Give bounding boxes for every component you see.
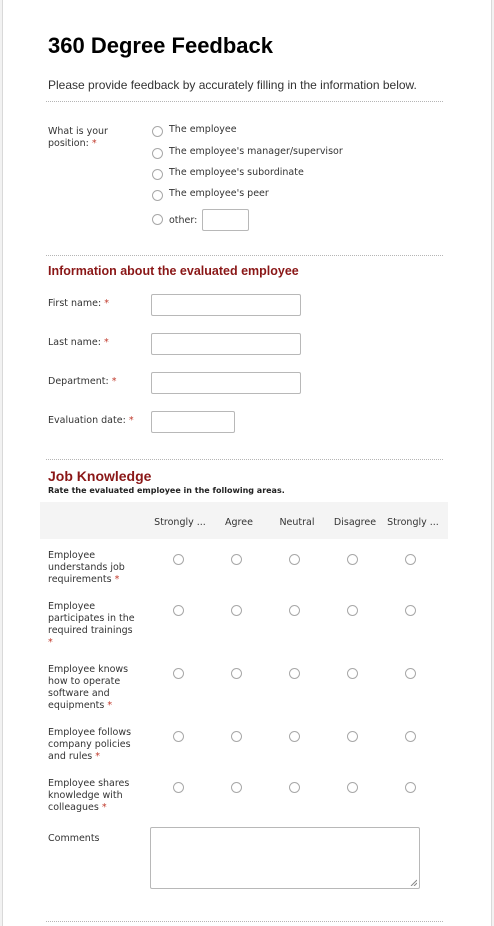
- comments-textarea[interactable]: [150, 827, 420, 889]
- matrix-row-label-text: Employee shares knowledge with colleagues: [48, 778, 130, 813]
- required-marker: *: [111, 376, 117, 387]
- rating-radio[interactable]: [173, 668, 184, 679]
- required-marker: *: [95, 751, 101, 762]
- rating-radio[interactable]: [347, 554, 358, 565]
- rating-radio[interactable]: [405, 554, 416, 565]
- position-option-label: The employee: [169, 124, 237, 135]
- position-label-text: What is your position:: [48, 126, 108, 149]
- required-marker: *: [128, 415, 134, 426]
- position-radio-employee[interactable]: [152, 126, 163, 137]
- column-header-strongly-agree: Strongly ...: [154, 517, 206, 528]
- rating-radio[interactable]: [347, 731, 358, 742]
- rating-radio[interactable]: [289, 782, 300, 793]
- rating-radio[interactable]: [173, 782, 184, 793]
- evaluation-date-input[interactable]: [151, 411, 235, 433]
- evaluation-date-label-text: Evaluation date:: [48, 415, 126, 426]
- rating-radio[interactable]: [231, 731, 242, 742]
- rating-radio[interactable]: [231, 554, 242, 565]
- required-marker: *: [103, 337, 109, 348]
- matrix-row-label: [48, 727, 138, 763]
- rating-radio[interactable]: [289, 605, 300, 616]
- first-name-label: [48, 298, 109, 310]
- position-option-label: The employee's peer: [169, 188, 269, 199]
- rating-radio[interactable]: [289, 554, 300, 565]
- rating-radio[interactable]: [289, 731, 300, 742]
- matrix-row-label-text: Employee participates in the required trainings: [48, 601, 135, 636]
- rating-radio[interactable]: [173, 554, 184, 565]
- last-name-label-text: Last name:: [48, 337, 101, 348]
- divider: [46, 101, 443, 102]
- required-marker: *: [48, 637, 53, 648]
- matrix-row-label: [48, 778, 138, 814]
- comments-label: Comments: [48, 833, 100, 844]
- rating-radio[interactable]: [231, 782, 242, 793]
- rating-radio[interactable]: [289, 668, 300, 679]
- rating-radio[interactable]: [231, 605, 242, 616]
- position-radio-peer[interactable]: [152, 190, 163, 201]
- employee-section-heading: Information about the evaluated employee: [48, 264, 299, 278]
- required-marker: *: [114, 574, 120, 585]
- rating-radio[interactable]: [173, 605, 184, 616]
- position-radio-subordinate[interactable]: [152, 169, 163, 180]
- last-name-input[interactable]: [151, 333, 301, 355]
- required-marker: *: [107, 700, 113, 711]
- divider: [46, 921, 443, 922]
- rating-radio[interactable]: [405, 605, 416, 616]
- divider: [46, 459, 443, 460]
- rating-radio[interactable]: [405, 731, 416, 742]
- position-label: [48, 126, 128, 150]
- matrix-row-label-text: Employee understands job requirements: [48, 550, 125, 585]
- position-radio-other[interactable]: [152, 214, 163, 225]
- form-intro: Please provide feedback by accurately filling in the information below.: [48, 78, 417, 92]
- rating-radio[interactable]: [405, 782, 416, 793]
- column-header-neutral: Neutral: [279, 517, 315, 528]
- position-other-input[interactable]: [202, 209, 249, 231]
- required-marker: *: [104, 298, 109, 309]
- position-option-label: The employee's subordinate: [169, 167, 304, 178]
- resize-grip-icon[interactable]: [410, 879, 417, 886]
- rating-radio[interactable]: [347, 668, 358, 679]
- department-label-text: Department:: [48, 376, 109, 387]
- first-name-label-text: First name:: [48, 298, 102, 309]
- matrix-row-label-text: Employee follows company policies and rules: [48, 727, 132, 762]
- job-knowledge-subtitle: Rate the evaluated employee in the following areas.: [48, 486, 285, 495]
- evaluation-date-label: [48, 415, 134, 427]
- matrix-row-label: [48, 601, 138, 649]
- department-label: [48, 376, 116, 388]
- last-name-label: [48, 337, 109, 349]
- divider: [46, 255, 443, 256]
- required-marker: *: [91, 138, 97, 149]
- rating-radio[interactable]: [347, 782, 358, 793]
- column-header-agree: Agree: [225, 517, 253, 528]
- position-other-label: other:: [169, 215, 198, 226]
- matrix-row-label: [48, 664, 138, 712]
- rating-radio[interactable]: [405, 668, 416, 679]
- matrix-row-label-text: Employee knows how to operate software and equipments: [48, 664, 129, 711]
- required-marker: *: [101, 802, 107, 813]
- rating-radio[interactable]: [231, 668, 242, 679]
- position-radio-manager[interactable]: [152, 148, 163, 159]
- matrix-row-label: [48, 550, 138, 586]
- department-input[interactable]: [151, 372, 301, 394]
- rating-radio[interactable]: [347, 605, 358, 616]
- position-option-label: The employee's manager/supervisor: [169, 146, 343, 157]
- form-title: 360 Degree Feedback: [48, 33, 274, 58]
- column-header-disagree: Disagree: [333, 517, 377, 528]
- first-name-input[interactable]: [151, 294, 301, 316]
- rating-radio[interactable]: [173, 731, 184, 742]
- column-header-strongly-disagree: Strongly ...: [387, 517, 439, 528]
- job-knowledge-heading: Job Knowledge: [48, 468, 152, 484]
